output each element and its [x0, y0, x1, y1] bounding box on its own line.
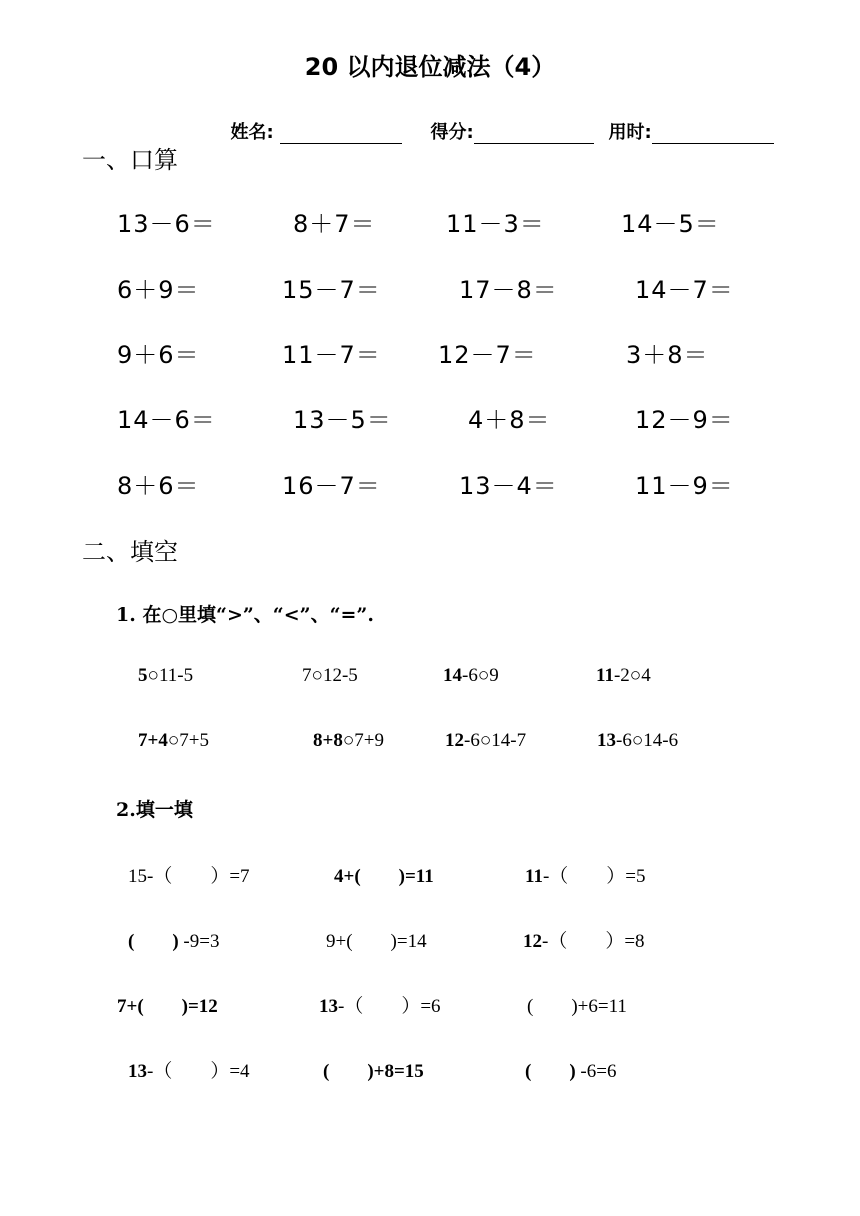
- fill-problem: 11-（ ）=5: [525, 866, 646, 887]
- fill-problem: 9+( )=14: [326, 931, 427, 952]
- question-2-instruction: 2.填一填: [116, 799, 193, 821]
- compare-problem: 14-6○9: [443, 665, 499, 686]
- score-label: 得分:: [430, 122, 474, 143]
- oral-problem: 14－6＝: [117, 406, 216, 434]
- time-field[interactable]: [596, 97, 774, 144]
- oral-problem: 12－9＝: [635, 406, 734, 434]
- oral-problem: 17－8＝: [459, 276, 558, 304]
- oral-problem: 12－7＝: [438, 341, 537, 369]
- compare-problem: 7+4○7+5: [138, 730, 210, 751]
- oral-problem: 13－4＝: [459, 472, 558, 500]
- oral-problem: 11－7＝: [282, 341, 381, 369]
- worksheet-title: 20 以内退位减法（4）: [304, 53, 556, 81]
- fill-problem: 13-（ ）=6: [319, 996, 441, 1017]
- oral-problem: 9＋6＝: [117, 341, 200, 369]
- section-1-heading: 一、口算: [82, 146, 178, 174]
- fill-problem: 4+( )=11: [334, 866, 434, 887]
- score-field[interactable]: [418, 97, 594, 144]
- oral-problem: 8＋6＝: [117, 472, 200, 500]
- compare-problem: 12-6○14-7: [445, 730, 527, 751]
- question-1-instruction: 1. 在○里填“>”、“<”、“=”.: [116, 604, 374, 626]
- fill-problem: ( )+6=11: [527, 996, 627, 1017]
- fill-problem: 7+( )=12: [117, 996, 218, 1017]
- compare-problem: 13-6○14-6: [597, 730, 679, 751]
- compare-problem: 11-2○4: [596, 665, 651, 686]
- oral-problem: 13－6＝: [117, 210, 216, 238]
- oral-problem: 8＋7＝: [293, 210, 376, 238]
- oral-problem: 15－7＝: [282, 276, 381, 304]
- compare-problem: 7○12-5: [302, 665, 358, 686]
- name-field[interactable]: [218, 97, 402, 144]
- compare-problem: 5○11-5: [138, 665, 194, 686]
- compare-problem: 8+8○7+9: [313, 730, 385, 751]
- fill-problem: ( ) -6=6: [525, 1061, 617, 1082]
- oral-problem: 14－7＝: [635, 276, 734, 304]
- fill-problem: ( ) -9=3: [128, 931, 220, 952]
- fill-problem: 15-（ ）=7: [128, 866, 250, 887]
- time-label: 用时:: [608, 122, 652, 143]
- oral-problem: 6＋9＝: [117, 276, 200, 304]
- oral-problem: 3＋8＝: [626, 341, 709, 369]
- oral-problem: 11－9＝: [635, 472, 734, 500]
- score-blank[interactable]: [474, 124, 594, 144]
- name-label: 姓名:: [230, 122, 281, 143]
- oral-problem: 14－5＝: [621, 210, 720, 238]
- section-2-heading: 二、填空: [82, 538, 178, 566]
- oral-problem: 16－7＝: [282, 472, 381, 500]
- oral-problem: 4＋8＝: [468, 406, 551, 434]
- name-blank[interactable]: [280, 124, 402, 144]
- fill-problem: 12-（ ）=8: [523, 931, 645, 952]
- oral-problem: 13－5＝: [293, 406, 392, 434]
- fill-problem: ( )+8=15: [323, 1061, 424, 1082]
- fill-problem: 13-（ ）=4: [128, 1061, 250, 1082]
- oral-problem: 11－3＝: [446, 210, 545, 238]
- time-blank[interactable]: [652, 124, 774, 144]
